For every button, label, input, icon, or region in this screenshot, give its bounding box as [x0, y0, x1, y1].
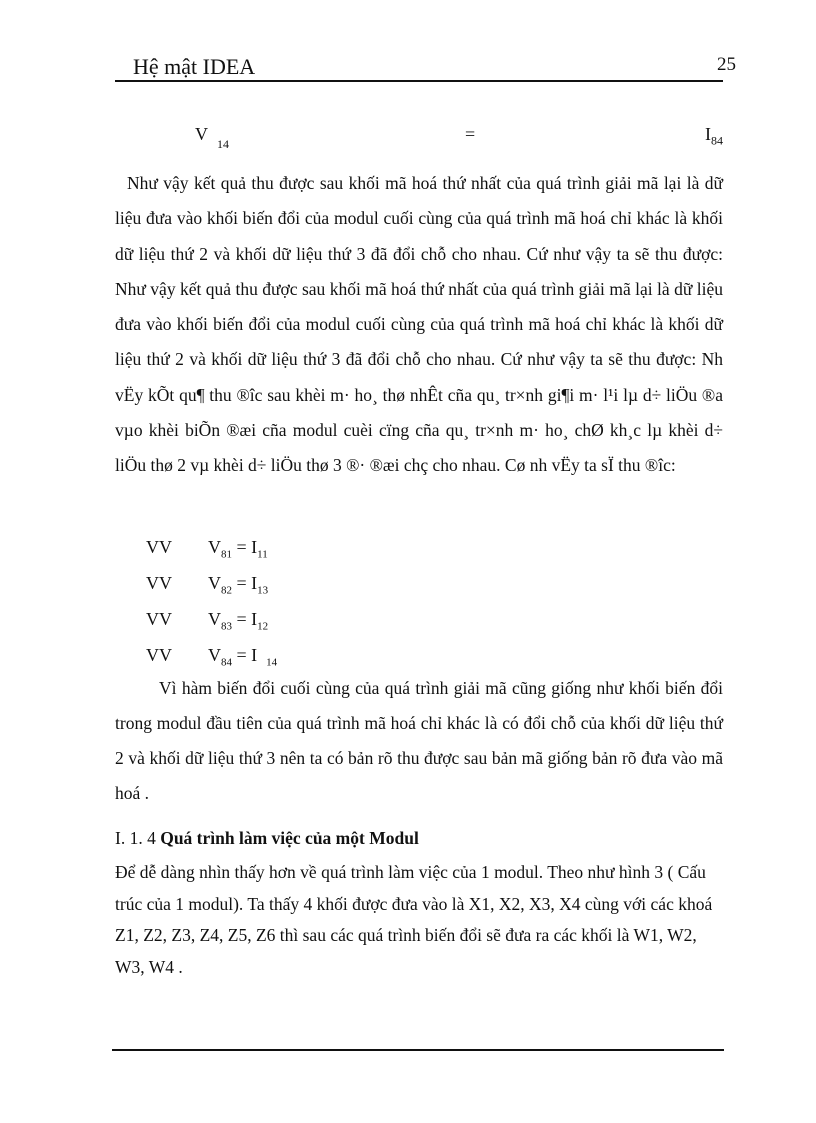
formula-lhs: V $_{14}$: [195, 124, 229, 151]
paragraph-decryption-result: Như vậy kết quả thu được sau khối mã hoá thứ nhất của quá trình giải mã lại là dữ liệu đưa vào khối biến đổi của modul cuối cùng của quá trình mã hoá chỉ khác là khối dữ liệu thứ 2 và khối dữ liệu thứ 3 đã đổi chỗ cho nhau. Cứ như vậy ta sẽ thu được: Như vậy kết quả thu được sau khối mã hoá thứ nhất của quá trình giải mã lại là dữ liệu đưa vào khối biến đổi của modul cuối cùng của quá trình mã hoá chỉ khác là khối dữ liệu thứ 2 và khối dữ liệu thứ 3 đã đổi chỗ cho nhau. Cứ như vậy ta sẽ thu được: Nh vËy kÕt qu¶ thu ®îc sau khèi m· ho¸ thø nhÊt cña qu¸ tr×nh gi¶i m· l¹i lµ d÷ liÖu ®a vµo khèi biÕn ®æi cña modul cuèi cïng cña qu¸ tr×nh m· ho¸ chØ kh¸c lµ khèi d÷ liÖu thø 2 vµ khèi d÷ liÖu thø 3 ®· ®æi chç cho nhau. Cø nh vËy ta sÏ thu ®îc:: [115, 173, 723, 476]
header-divider: [115, 80, 723, 82]
formula-v14: [195, 124, 723, 154]
header-title: Hệ mật IDEA: [133, 54, 256, 79]
formula-equals: =: [465, 124, 476, 144]
paragraph-final-transform: Vì hàm biến đổi cuối cùng của quá trình giải mã cũng giống như khối biến đổi trong modul đầu tiên của quá trình mã hoá chỉ khác là có đổi chỗ của khối dữ liệu thứ 2 và khối dữ liệu thứ 3 nên ta có bản rõ thu được sau bản mã giống bản rõ đưa vào mã hoá .: [115, 678, 723, 803]
formula-rhs: $I_{84}$: [705, 124, 723, 148]
section-title: Quá trình làm việc của một Modul: [160, 828, 419, 848]
equation-row: VV $V_{82} = I_{13}$: [146, 573, 269, 597]
footer-divider: [112, 1049, 724, 1051]
section-heading: [115, 824, 419, 852]
equation-row: VV $V_{81} = I_{11}$: [146, 537, 268, 561]
equation-list: [146, 536, 277, 680]
equation-row: VV $V_{84} = I$ $_{14}$: [146, 645, 278, 669]
paragraph-module-process: Để dễ dàng nhìn thấy hơn về quá trình làm việc của 1 modul. Theo như hình 3 ( Cấu trúc của 1 modul). Ta thấy 4 khối được đưa vào là X1, X2, X3, X4 cùng với các khoá Z1, Z2, Z3, Z4, Z5, Z6 thì sau các quá trình biến đổi sẽ đưa ra các khối là W1, W2, W3, W4 .: [115, 862, 713, 977]
section-number: I. 1. 4: [115, 828, 156, 848]
equation-row: VV $V_{83} = I_{12}$: [146, 609, 269, 633]
page-number: 25: [717, 54, 736, 75]
